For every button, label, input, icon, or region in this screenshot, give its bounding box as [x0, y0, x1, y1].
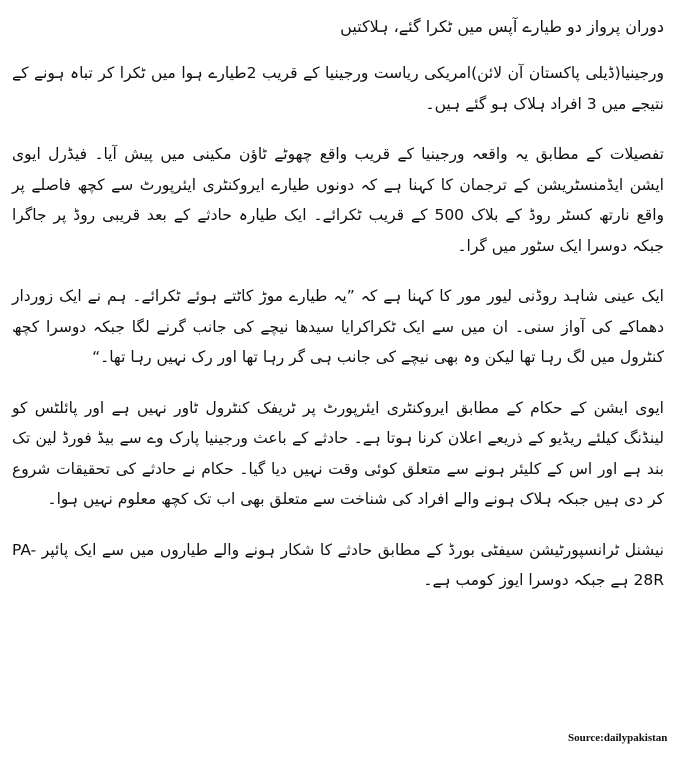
article-paragraph: ورجینیا(ڈیلی پاکستان آن لائن)امریکی ریاست ورجینیا کے قریب 2طیارے ہوا میں ٹکرا کر تباہ ہونے کے نتیجے میں 3 افراد ہلاک ہو گئے ہیں۔ — [12, 64, 665, 113]
article-headline: دوران پرواز دو طیارے آپس میں ٹکرا گئے، ہلاکتیں — [340, 17, 664, 36]
article-paragraph: نیشنل ٹرانسپورٹیشن سیفٹی بورڈ کے مطابق حادثے کا شکار ہونے والے طیاروں میں سے ایک پائپر PA-28R ہے جبکہ دوسرا ایوز کومب ہے۔ — [12, 540, 664, 589]
source-credit: Source:dailypakistan — [568, 732, 668, 744]
article-paragraph: تفصیلات کے مطابق یہ واقعہ ورجینیا کے قریب واقع چھوٹے ٹاؤن مکینی میں پیش آیا۔ فیڈرل ایوی ایشن ایڈمنسٹریشن کے ترجمان کا کہنا ہے کہ دونوں طیارے ایروکنٹری ایئرپورٹ سے کچھ فاصلے پر واقع نارتھ کسٹر روڈ کے بلاک 500 کے قریب ٹکرائے۔ ایک طیارہ حادثے کے بعد قریبی روڈ پر جاگرا جبکہ دوسرا ایک سٹور میں گرا۔ — [12, 145, 664, 255]
article-paragraph: ایوی ایشن کے حکام کے مطابق ایروکنٹری ایئرپورٹ پر ٹریفک کنٹرول ٹاور نہیں ہے اور پائلٹس کو لینڈنگ کیلئے ریڈیو کے ذریعے اعلان کرنا ہوتا ہے۔ حادثے کے باعث ورجینیا پارک وے سے بیڈ فورڈ لین تک بند ہے اور اس کے کلیئر ہونے سے متعلق کوئی وقت نہیں دیا گیا۔ حکام نے حادثے کی تحقیقات شروع کر دی ہیں جبکہ ہلاک ہونے والے افراد کی شناخت سے متعلق بھی اب تک کچھ معلوم نہیں ہوا۔ — [12, 398, 664, 508]
article-paragraph: ایک عینی شاہد روڈنی لیور مور کا کہنا ہے کہ ”یہ طیارے موڑ کاٹتے ہوئے ٹکرائے۔ ہم نے ایک زوردار دھماکے کی آواز سنی۔ ان میں سے ایک ٹکراکرایا سیدھا نیچے کی جانب گرنے لگا جبکہ دوسرا کچھ کنٹرول میں لگ رہا تھا لیکن وہ بھی نیچے کی جانب ہی گر رہا تھا اور رک نہیں رہا تھا۔“ — [12, 287, 664, 366]
